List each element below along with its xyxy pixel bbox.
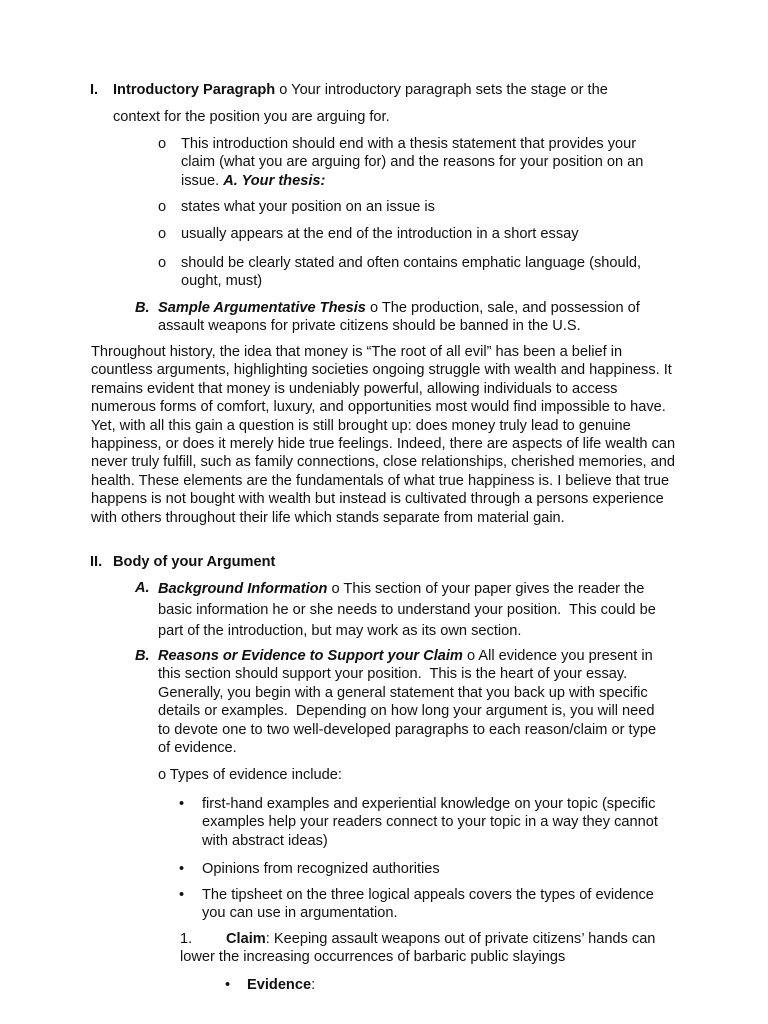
thesis-label: A. Your thesis: xyxy=(223,172,326,189)
sample-thesis-item xyxy=(158,299,673,336)
claim-text: : Keeping assault weapons out of private citizens’ hands can lower the increasing occurrences of barbaric public slayings xyxy=(180,931,656,966)
evidence-label: Evidence xyxy=(247,977,312,993)
section-2-heading: Body of your Argument xyxy=(113,554,276,570)
section-1-lead-text-1: Your introductory paragraph sets the stage or the xyxy=(291,82,608,98)
reasons-heading: Reasons or Evidence to Support your Claim xyxy=(158,648,463,664)
thesis-intro-item xyxy=(181,135,671,190)
sub-bullet-marker: o xyxy=(158,136,167,152)
sample-thesis-text: o The production, sale, and possession of assault weapons for private citizens should be banned in the U.S. xyxy=(158,300,640,335)
section-1-item-b-letter: B. xyxy=(135,300,150,316)
section-1-lead-marker: o xyxy=(279,82,288,98)
background-info-text: o This section of your paper gives the reader the basic information he or she needs to understand your position. This could be part of the introduction, but may work as its own section. xyxy=(158,581,656,639)
evidence-item xyxy=(247,976,315,994)
background-info-heading: Background Information xyxy=(158,581,328,597)
thesis-point: usually appears at the end of the introduction in a short essay xyxy=(181,226,579,242)
bullet-marker: • xyxy=(179,887,185,903)
bullet-marker: • xyxy=(225,977,231,993)
section-1-heading: Introductory Paragraph xyxy=(113,82,276,98)
sub-bullet-marker: o xyxy=(158,255,167,271)
claim-number: 1. xyxy=(180,931,193,947)
thesis-point: should be clearly stated and often contains emphatic language (should, ought, must) xyxy=(181,255,642,290)
section-1-number: I. xyxy=(90,82,99,98)
section-1-lead xyxy=(113,81,673,99)
evidence-colon: : xyxy=(311,977,316,993)
claim-label: Claim xyxy=(226,931,266,947)
sub-bullet-marker: o xyxy=(158,199,167,215)
evidence-type-item: Opinions from recognized authorities xyxy=(202,861,440,877)
sample-thesis-heading: Sample Argumentative Thesis xyxy=(158,300,366,316)
section-2-item-b-letter: B. xyxy=(135,648,150,664)
thesis-point: states what your position on an issue is xyxy=(181,199,435,215)
essay-paragraph: Throughout history, the idea that money is “The root of all evil” has been a belief in countless arguments, highlighting societies ongoing struggle with wealth and happiness. It remains evident that money is undeniably powerful, allowing individuals to access numerous forms of comfort, luxury, and opportunities most would find impossible to have. Yet, with all this gain a question is still brought up: does money truly lead to genuine happiness, or does it merely hide true feelings. Indeed, there are aspects of life wealth can never truly fulfill, such as family connections, close relationships, cherished memories, and health. These elements are the fundamentals of what true happiness is. I believe that true happens is not bought with wealth but instead is cultivated through a persons experience with others throughout their life which stands separate from material gain. xyxy=(91,344,676,526)
sub-bullet-marker: o xyxy=(158,226,167,242)
reasons-text: o All evidence you present in this section should support your position. This is the heart of your essay. Generally, you begin with a general statement that you back up with specific details or examples. Depending on how long your argument is, you will need to devote one to two well-developed paragraphs to each reason/claim or type of evidence. xyxy=(158,648,657,757)
section-2-item-a-letter: A. xyxy=(135,580,150,596)
evidence-type-item: The tipsheet on the three logical appeals covers the types of evidence you can use in argumentation. xyxy=(202,887,654,922)
thesis-intro-text: This introduction should end with a thesis statement that provides your claim (what you are arguing for) and the reasons for your position on an issue. xyxy=(181,136,644,189)
section-1-lead-text-2: context for the position you are arguing for. xyxy=(113,109,390,125)
bullet-marker: • xyxy=(179,796,185,812)
types-of-evidence-line: o Types of evidence include: xyxy=(158,767,342,783)
reasons-item xyxy=(158,647,668,757)
background-info-item xyxy=(158,579,664,642)
section-2-number: II. xyxy=(90,554,103,570)
claim-item xyxy=(180,930,675,967)
bullet-marker: • xyxy=(179,861,185,877)
evidence-type-item: first-hand examples and experiential knowledge on your topic (specific examples help your readers connect to your topic in a way they cannot with abstract ideas) xyxy=(202,796,658,849)
